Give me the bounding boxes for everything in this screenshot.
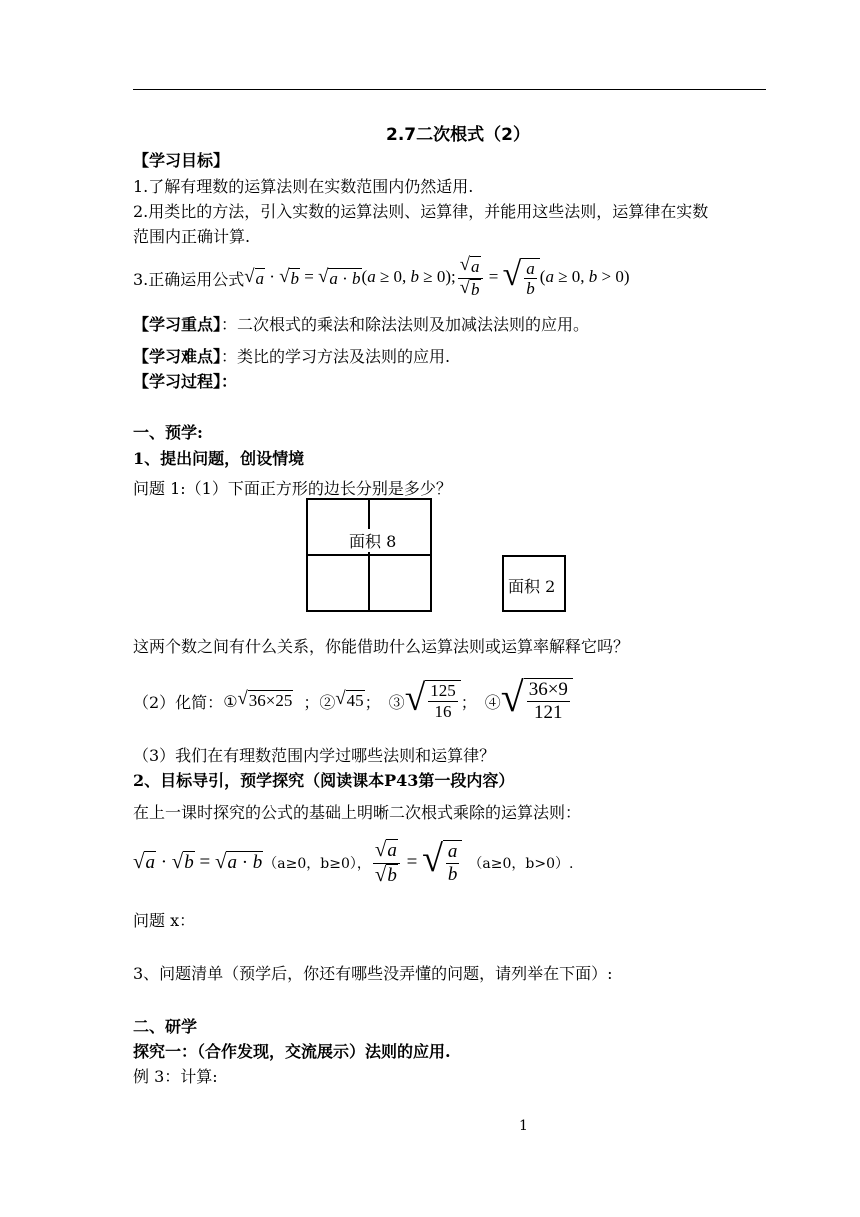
- formula-quotient: √ a √ b = √ $\frac{a}{b}$ (a ≥ 0, b > 0): [459, 254, 630, 300]
- relation-question: 这两个数之间有什么关系，你能借助什么运算法则或运算率解释它吗？: [133, 637, 630, 656]
- square-divider-horizontal: [306, 554, 432, 556]
- problem-x: 问题 x：: [133, 911, 196, 930]
- rule-quotient: √ a √ b = √ $\frac{a}{b}$: [371, 839, 463, 888]
- expr-1: √ 36×25: [237, 688, 293, 711]
- section-1-3: 3、问题清单（预学后，你还有哪些没弄懂的问题，请列举在下面）:: [133, 964, 613, 983]
- rule-formulas: [133, 838, 573, 888]
- process-header: 【学习过程】：: [133, 372, 238, 391]
- explore-1: 探究一：（合作发现，交流展示）法则的应用.: [133, 1042, 451, 1061]
- question-3: （3）我们在有理数范围内学过哪些法则和运算律？: [133, 746, 496, 765]
- key-point: [133, 312, 589, 335]
- difficulty-label: 【学习难点】: [133, 347, 222, 366]
- key-text: ：二次根式的乘法和除法法则及加减法法则的应用。: [221, 315, 590, 334]
- goal-1: 1.了解有理数的运算法则在实数范围内仍然适用.: [133, 177, 474, 196]
- expr-4: √ $\frac{36\times 9}{121}$: [501, 678, 573, 724]
- header-rule: [133, 89, 766, 90]
- expr-2: √ 45: [335, 688, 364, 711]
- formula-product: √ a · √ b = √ a · b (a ≥ 0, b ≥ 0);: [244, 265, 456, 288]
- question-1: 问题 1:（1）下面正方形的边长分别是多少？: [133, 479, 452, 498]
- difficulty: [133, 344, 450, 367]
- area-8-label: 面积 8: [349, 529, 396, 552]
- goal-3-prefix: 3.正确运用公式: [133, 269, 245, 289]
- section-1-1: 1、提出问题，创设情境: [133, 449, 305, 468]
- rule-quotient-condition: （a≥0，b>0）.: [468, 856, 574, 872]
- example-3: 例 3：计算:: [133, 1067, 218, 1086]
- expr-3: √ $\frac{125}{16}$: [405, 680, 461, 721]
- page-title: 2.7二次根式（2）: [386, 125, 530, 145]
- question-2: （2）化简： ① √ 36×25 ；② √ 45 ； ③ √ $\frac{125}{16}$ ； ④ √ $\frac{36\times 9}{121}$: [133, 676, 573, 726]
- section-1-2: 2、目标导引，预学探究（阅读课本P43第一段内容）: [133, 771, 515, 790]
- key-label: 【学习重点】: [133, 315, 222, 334]
- goal-2b: 范围内正确计算.: [133, 227, 251, 246]
- page-number: 1: [519, 1118, 528, 1134]
- rule-product: √ a · √ b = √ a · b: [133, 849, 263, 874]
- area-2-label: 面积 2: [508, 577, 556, 596]
- goal-2a: 2.用类比的方法，引入实数的运算法则、运算律，并能用这些法则，运算律在实数: [133, 202, 709, 221]
- goal-3: [133, 256, 630, 301]
- difficulty-text: ：类比的学习方法及法则的应用.: [221, 347, 451, 366]
- rule-product-condition: （a≥0，b≥0），: [263, 856, 371, 872]
- goal-header: 【学习目标】: [133, 151, 230, 170]
- section-2: 二、研学: [133, 1017, 198, 1036]
- rule-intro: 在上一课时探究的公式的基础上明晰二次根式乘除的运算法则：: [133, 803, 582, 822]
- section-1: 一、预学:: [133, 423, 203, 442]
